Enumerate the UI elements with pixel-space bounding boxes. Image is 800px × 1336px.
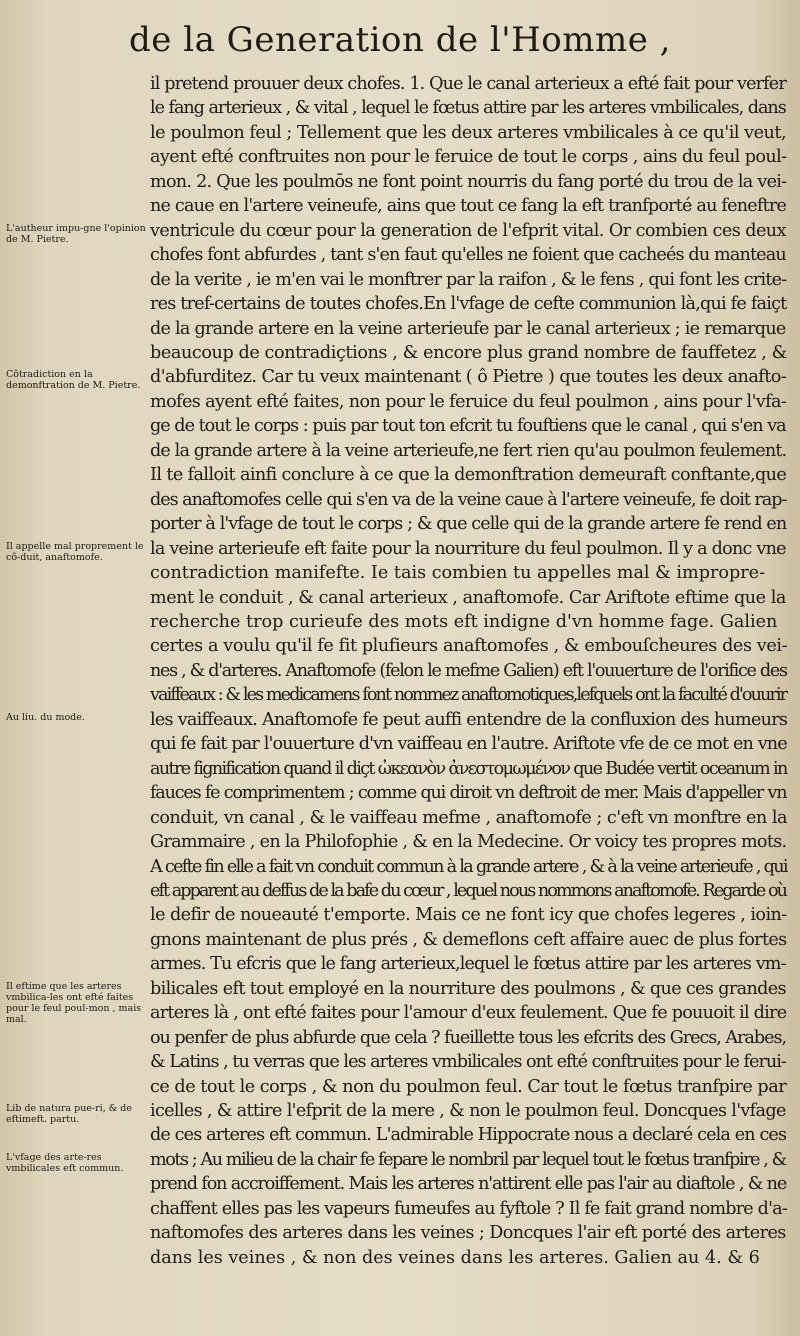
text-line: ment le conduit , & canal arterieux , anaftomofe. Car Ariftote eftime que la xyxy=(150,587,786,608)
text-line: recherche trop curieufe des mots eft indigne d'vn homme fage. Galien xyxy=(150,611,778,632)
text-line: eft apparent au deffus de la bafe du cœur , lequel nous nommons anaftomofe. Regarde où xyxy=(150,880,787,901)
text-line: naftomofes des arteres dans les veines ; Doncques l'air eft porté des arteres xyxy=(150,1223,786,1244)
text-line: la veine arterieufe eft faite pour la nourriture du feul poulmon. Il y a donc vne xyxy=(150,538,786,559)
text-line: ou penfer de plus abfurde que cela ? fueillette tous les efcrits des Grecs, Arabes, xyxy=(150,1027,787,1048)
text-line: de la verite , ie m'en vai le monftrer par la raifon , & le fens , qui font les crite- xyxy=(150,269,787,290)
text-line: gnons maintenant de plus prés , & demeflons ceft affaire auec de plus fortes xyxy=(150,929,787,950)
margin-note: L'autheur impu-gne l'opinion de M. Pietre. xyxy=(6,222,146,245)
text-line: chaffent elles pas les vapeurs fumeufes au fyftole ? Il fe fait grand nombre d'a- xyxy=(150,1198,787,1219)
body-text xyxy=(150,72,790,1270)
text-line: le fang arterieux , & vital , lequel le fœtus attire par les arteres vmbilicales, dans xyxy=(150,98,786,119)
text-line: le defir de noueauté t'emporte. Mais ce ne font icy que chofes legeres , ioin- xyxy=(150,905,787,926)
text-line: de ces arteres eft commun. L'admirable Hippocrate nous a declaré cela en ces xyxy=(150,1125,787,1146)
text-line: bilicales eft tout employé en la nourriture des poulmons , & que ces grandes xyxy=(150,978,786,999)
text-line: d'abfurditez. Car tu veux maintenant ( ô Pietre ) que toutes les deux anafto- xyxy=(150,367,787,388)
text-line: ce de tout le corps , & non du poulmon feul. Car tout le fœtus tranfpire par xyxy=(150,1076,787,1097)
text-line: conduit, vn canal , & le vaiffeau mefme , anaftomofe ; c'eft vn monftre en la xyxy=(150,807,787,828)
text-line: Il te falloit ainfi conclure à ce que la demonftration demeuraft conftante,que xyxy=(150,465,787,486)
margin-note: Il eftime que les arteres vmbilica-les ont efté faites pour le feul poul-mon , mais mal. xyxy=(6,980,142,1025)
text-line: mots ; Au milieu de la chair fe fepare le nombril par lequel tout le fœtus tranfpire , & xyxy=(150,1149,786,1170)
text-line: icelles , & attire l'efprit de la mere , & non le poulmon feul. Doncques l'vfage xyxy=(150,1101,786,1122)
text-line: fauces fe comprimentem ; comme qui diroit vn deftroit de mer. Mais d'appeller vn xyxy=(150,783,787,804)
text-line: armes. Tu efcris que le fang arterieux,lequel le fœtus attire par les arteres vm- xyxy=(150,954,786,975)
text-line: mon. 2. Que les poulmōs ne font point nourris du fang porté du trou de la vei- xyxy=(150,171,787,192)
text-line: ayent efté conftruites non pour le feruice de tout le corps , ains du feul poul- xyxy=(150,147,787,168)
text-line: Grammaire , en la Philofophie , & en la Medecine. Or voicy tes propres mots. xyxy=(150,832,787,853)
margin-note: Il appelle mal proprement le cõ-duit, anaftomofe. xyxy=(6,540,144,563)
text-line: de la grande artere en la veine arterieufe par le canal arterieux ; ie remarque xyxy=(150,318,786,339)
text-line: ne caue en l'artere veineufe, ains que tout ce fang la eft tranfporté au feneftre xyxy=(150,196,787,217)
text-line: arteres là , ont efté faites pour l'amour d'eux feulement. Que fe pouuoit il dire xyxy=(150,1003,787,1024)
text-line: des anaftomofes celle qui s'en va de la veine caue à l'artere veineufe, fe doit rap- xyxy=(150,489,787,510)
text-line: chofes font abfurdes , tant s'en faut qu'elles ne foient que cacheés du manteau xyxy=(150,245,786,266)
text-line: qui fe fait par l'ouuerture d'vn vaiffeau en l'autre. Ariftote vfe de ce mot en vne xyxy=(150,734,787,755)
text-line: A cefte fin elle a fait vn conduit commun à la grande artere , & à la veine arterieufe , qui xyxy=(150,856,787,877)
text-line: beaucoup de contradiçtions , & encore plus grand nombre de fauffetez , & xyxy=(150,342,787,363)
text-line: dans les veines , & non des veines dans les arteres. Galien au 4. & 6 xyxy=(150,1247,760,1268)
text-line: les vaiffeaux. Anaftomofe fe peut auffi entendre de la confluxion des humeurs xyxy=(150,709,788,730)
text-line: nes , & d'arteres. Anaftomofe (felon le mefme Galien) eft l'ouuerture de l'orifice des xyxy=(150,660,787,681)
text-line: res tref-certains de toutes chofes.En l'vfage de cefte communion là,qui fe faiçt xyxy=(150,294,787,315)
text-line: il pretend prouuer deux chofes. 1. Que le canal arterieux a efté fait pour verfer xyxy=(150,74,786,94)
text-line: prend fon accroiffement. Mais les arteres n'attirent elle pas l'air au diaftole , & ne xyxy=(150,1174,787,1195)
text-line: vaiffeaux : & les medicamens font nommez anaftomotiques,lefquels ont la faculté d'ouurir xyxy=(150,685,787,706)
margin-note: Cõtradiction en la demonftration de M. Pietre. xyxy=(6,369,141,392)
margin-note: L'vfage des arte-res vmbilicales eft commun. xyxy=(6,1151,124,1174)
text-line: & Latins , tu verras que les arteres vmbilicales ont efté conftruites pour le ferui- xyxy=(150,1052,786,1073)
text-line: de la grande artere à la veine arterieufe,ne fert rien qu'au poulmon feulement. xyxy=(150,440,787,461)
margin-note: Au liu. du mode. xyxy=(6,711,85,723)
text-line: mofes ayent efté faites, non pour le feruice du feul poulmon , ains pour l'vfa- xyxy=(150,391,787,412)
text-line: ge de tout le corps : puis par tout ton efcrit tu fouftiens que le canal , qui s'en va xyxy=(150,416,786,437)
text-line: ventricule du cœur pour la generation de l'efprit vital. Or combien ces deux xyxy=(150,220,786,241)
text-line: porter à l'vfage de tout le corps ; & que celle qui de la grande artere fe rend en xyxy=(150,514,787,535)
text-line: contradiction manifefte. Ie tais combien tu appelles mal & impropre- xyxy=(150,563,766,584)
text-line: le poulmon feul ; Tellement que les deux arteres vmbilicales à ce qu'il veut, xyxy=(150,122,787,143)
text-line: certes a voulu qu'il fe fit plufieurs anaftomofes , & embouſcheures des vei- xyxy=(150,636,788,657)
margin-note: Lib de natura pue-ri, & de eftimeft. partu. xyxy=(6,1102,132,1125)
running-header: de la Generation de l'Homme , xyxy=(129,20,671,60)
text-line: autre fignification quand il diçt ὠκεανὸν ἀνεστομωμένον que Budée vertit oceanum in xyxy=(150,758,787,779)
